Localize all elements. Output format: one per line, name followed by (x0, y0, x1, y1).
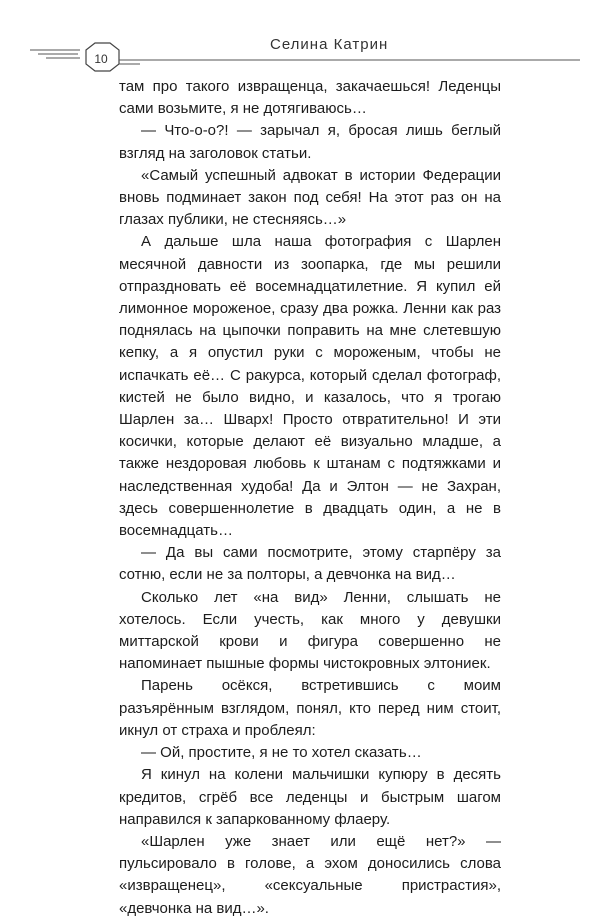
paragraph: — Да вы сами посмотрите, этому старпёру за сотню, если не за полторы, а девчонка на вид… (119, 544, 501, 584)
paragraph: Парень осёкся, встретившись с моим разъярённым взглядом, понял, кто перед ним стоит, икнул от страха и проблеял: (119, 677, 501, 739)
paragraph: — Ой, простите, я не то хотел сказать… (141, 744, 422, 762)
running-head-author: Селина Катрин (270, 36, 389, 53)
body-text (119, 76, 501, 920)
paragraph: Я кинул на колени мальчишки купюру в десять кредитов, сгрёб все леденцы и быстрым шагом направился к запаркованному флаеру. (119, 766, 501, 828)
paragraph: «Самый успешный адвокат в истории Федерации вновь подминает закон под себя! На этот раз он на глазах публики, не стесняясь…» (119, 166, 501, 229)
page-number: 10 (94, 52, 108, 66)
paragraph: «Шарлен уже знает или ещё нет?» — пульсировало в голове, а эхом доносились слова «извращенец», «сексуальные пристрастия», «девчонка на вид…». (119, 832, 501, 917)
paragraph: А дальше шла наша фотография с Шарлен месячной давности из зоопарка, где мы решили отпраздновать её восемнадцатилетние. Я купил ей лимонное мороженое, сразу два рожка. Ленни как раз поднялась на цыпочки поправить на мне слетевшую кепку, а я опустил руки с мороженым, чтобы не испачкать её… С ракурса, который сделал фотограф, кистей не было видно, и казалось, что я трогаю Шарлен за… Шварх! Просто отвратительно! И эти косички, которые делают её визуально младше, а также нездоровая любовь к штанам с подтяжками и наследственная худоба! Да и Элтон — не Захран, здесь совершеннолетие в двадцать один, а не в восемнадцать… (119, 233, 501, 540)
paragraph: там про такого извращенца, закачаешься! Леденцы сами возьмите, я не дотягиваюсь… (119, 78, 501, 118)
paragraph: — Что-о-о?! — зарычал я, бросая лишь беглый взгляд на заголовок статьи. (119, 122, 501, 162)
paragraph: Сколько лет «на вид» Ленни, слышать не хотелось. Если учесть, как много у девушки миттарской крови и фигура совершенно не напоминает пышные формы чистокровных элтониек. (119, 588, 501, 673)
page-header (0, 0, 600, 80)
